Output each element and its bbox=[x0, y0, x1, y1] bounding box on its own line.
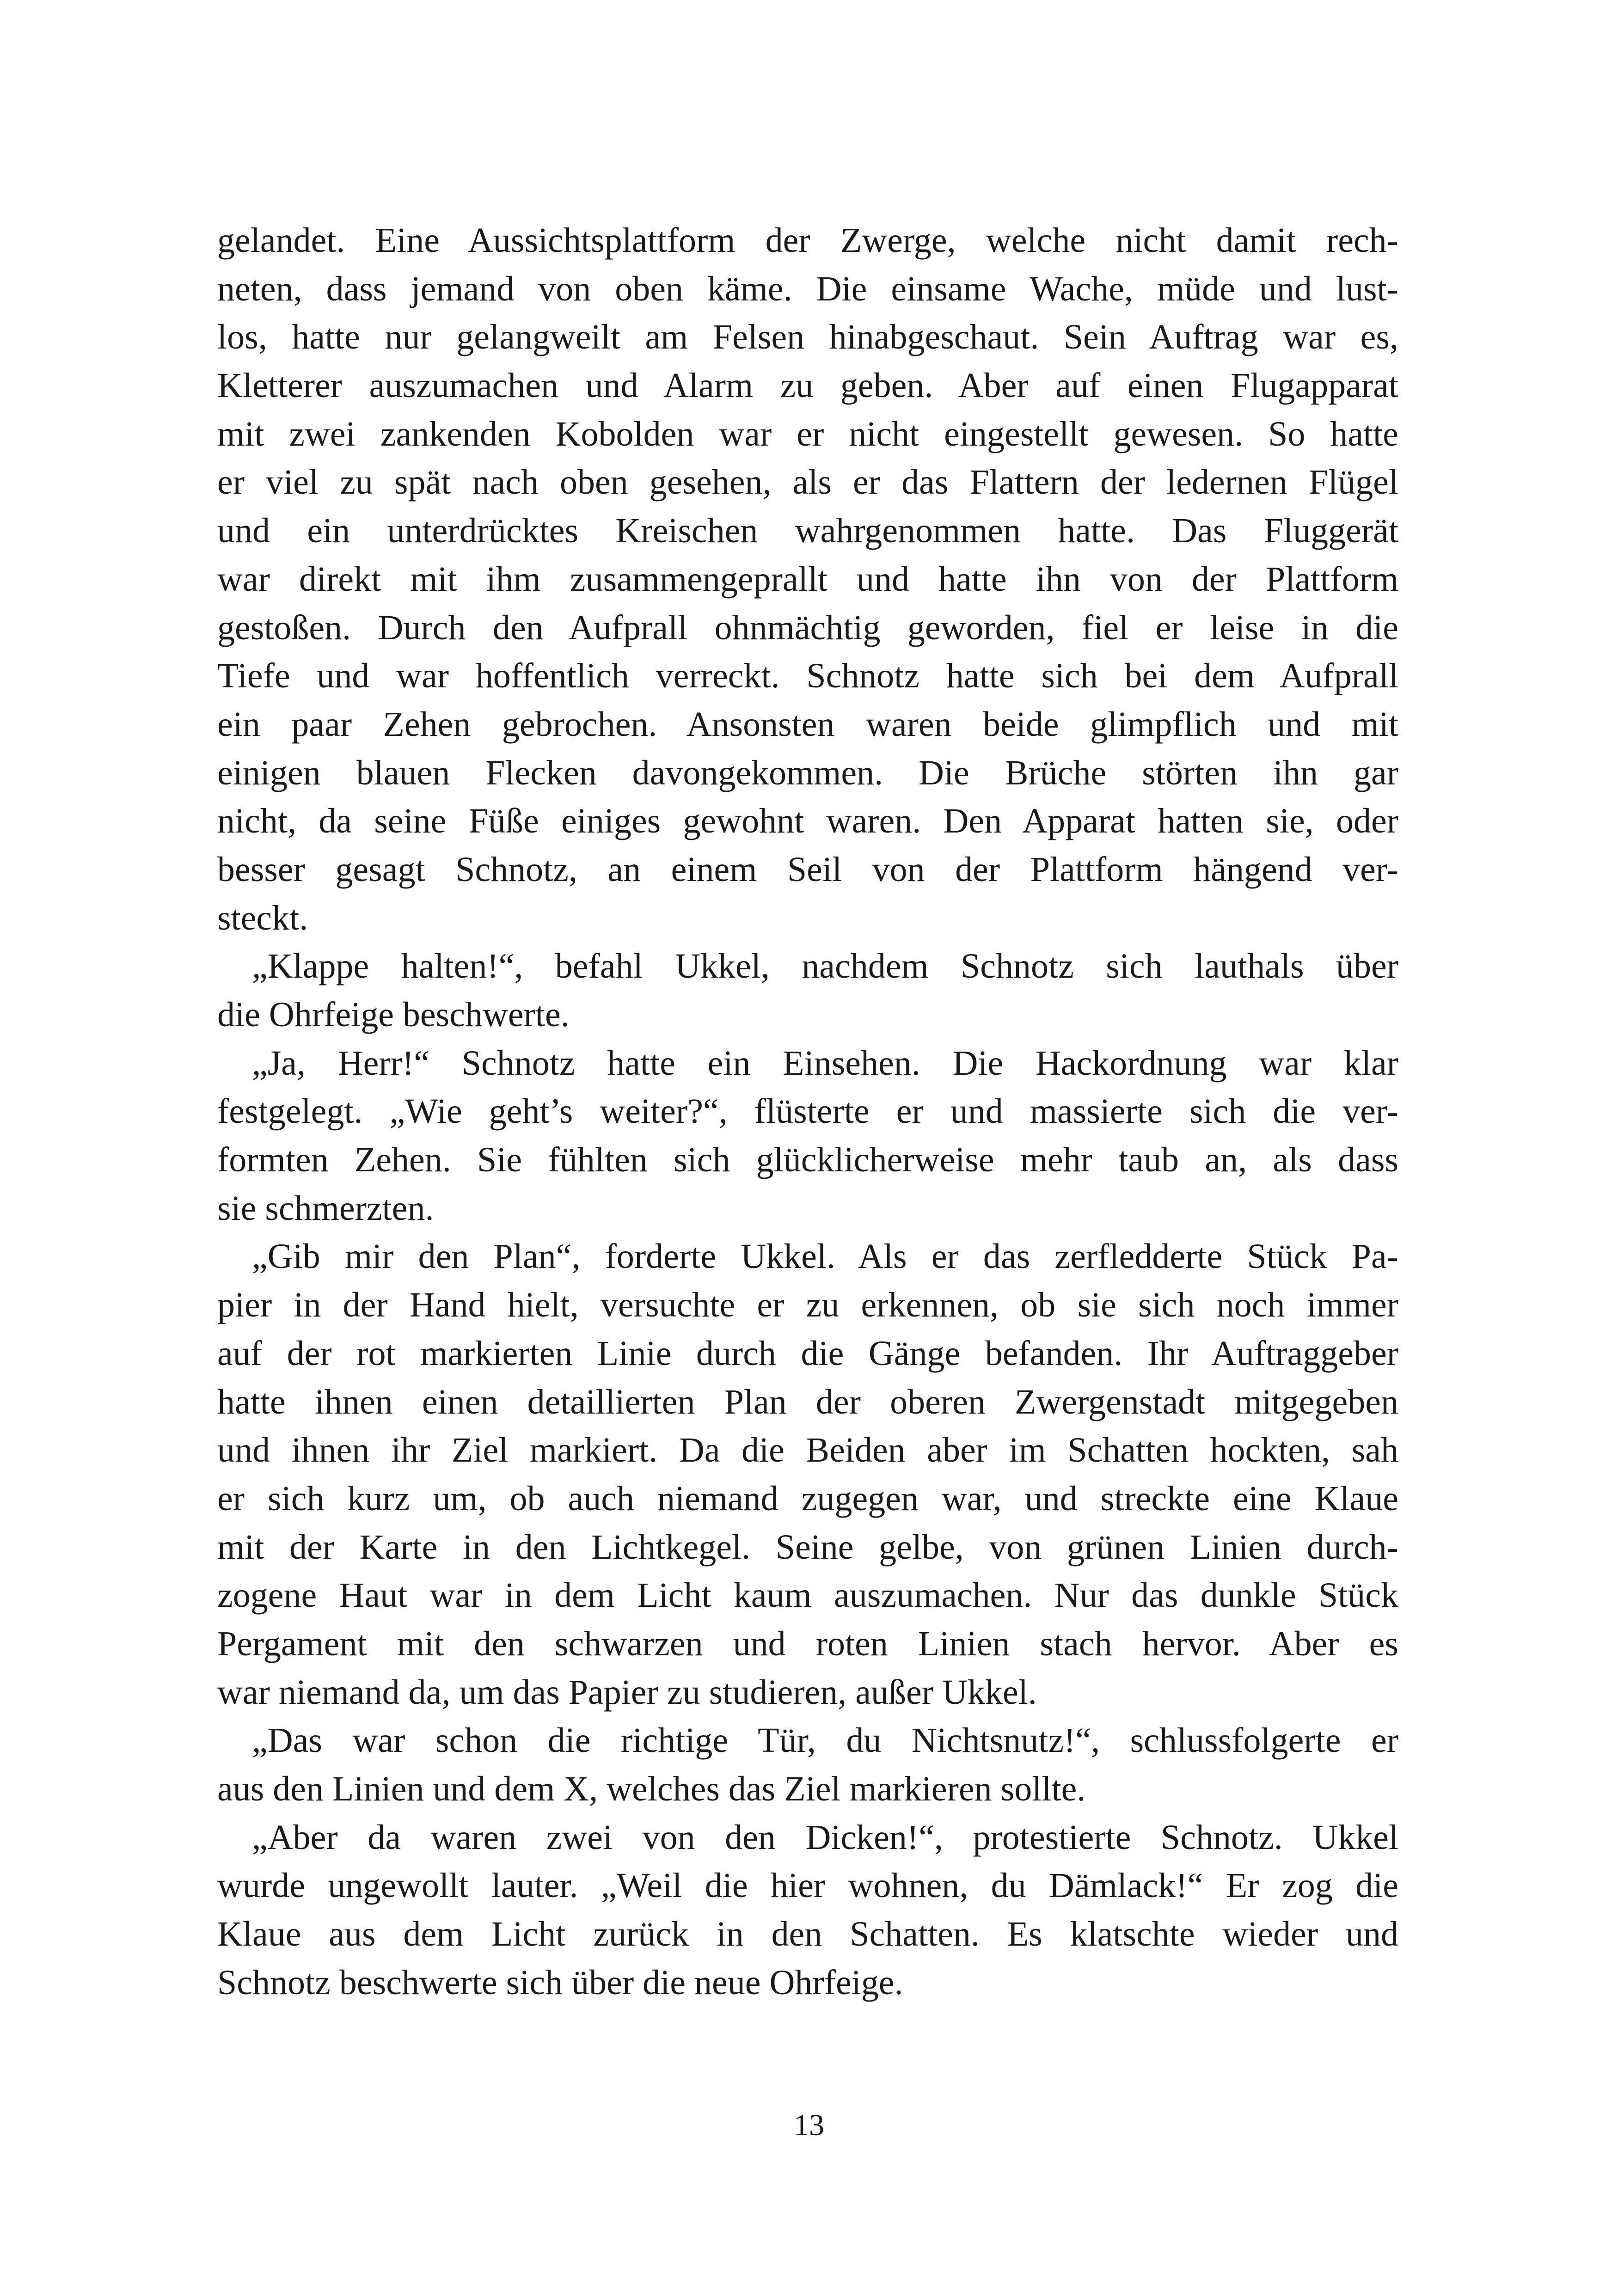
page-number: 13 bbox=[794, 2108, 824, 2142]
text-line: er viel zu spät nach oben gesehen, als er das Flattern der ledernen Flügel bbox=[217, 463, 1398, 502]
text-line: war direkt mit ihm zusammengeprallt und hatte ihn von der Plattform bbox=[217, 559, 1398, 599]
text-line: los, hatte nur gelangweilt am Felsen hinabgeschaut. Sein Auftrag war es, bbox=[217, 318, 1398, 357]
text-line: war niemand da, um das Papier zu studieren, außer Ukkel. bbox=[217, 1672, 1037, 1712]
text-line: steckt. bbox=[217, 898, 308, 937]
text-line: „Ja, Herr!“ Schnotz hatte ein Einsehen. Die Hackordnung war klar bbox=[252, 1043, 1398, 1083]
text-line: „Das war schon die richtige Tür, du Nichtsnutz!“, schlussfolgerte er bbox=[252, 1721, 1398, 1760]
text-line: besser gesagt Schnotz, an einem Seil von der Plattform hängend ver- bbox=[217, 850, 1398, 889]
text-line: formten Zehen. Sie fühlten sich glücklicherweise mehr taub an, als dass bbox=[217, 1140, 1398, 1180]
text-line: und ein unterdrücktes Kreischen wahrgenommen hatte. Das Fluggerät bbox=[217, 511, 1398, 551]
text-line: „Aber da waren zwei von den Dicken!“, protestierte Schnotz. Ukkel bbox=[252, 1818, 1398, 1857]
text-line: auf der rot markierten Linie durch die Gänge befanden. Ihr Auftraggeber bbox=[217, 1334, 1398, 1373]
text-line: ein paar Zehen gebrochen. Ansonsten waren beide glimpflich und mit bbox=[217, 704, 1398, 744]
text-line: gelandet. Eine Aussichtsplattform der Zwerge, welche nicht damit rech- bbox=[217, 221, 1398, 260]
text-line: mit der Karte in den Lichtkegel. Seine gelbe, von grünen Linien durch- bbox=[217, 1527, 1398, 1567]
text-line: wurde ungewollt lauter. „Weil die hier wohnen, du Dämlack!“ Er zog die bbox=[217, 1866, 1398, 1905]
text-line: aus den Linien und dem X, welches das Ziel markieren sollte. bbox=[217, 1769, 1086, 1808]
text-line: hatte ihnen einen detaillierten Plan der oberen Zwergenstadt mitgegeben bbox=[217, 1382, 1398, 1421]
text-line: er sich kurz um, ob auch niemand zugegen war, und streckte eine Klaue bbox=[217, 1479, 1398, 1518]
text-line: „Klappe halten!“, befahl Ukkel, nachdem Schnotz sich lauthals über bbox=[252, 947, 1398, 986]
text-line: mit zwei zankenden Kobolden war er nicht eingestellt gewesen. So hatte bbox=[217, 414, 1398, 453]
text-line: Tiefe und war hoffentlich verreckt. Schnotz hatte sich bei dem Aufprall bbox=[217, 656, 1398, 696]
text-line: festgelegt. „Wie geht’s weiter?“, flüsterte er und massierte sich die ver- bbox=[217, 1092, 1398, 1131]
text-line: neten, dass jemand von oben käme. Die einsame Wache, müde und lust- bbox=[217, 269, 1398, 308]
text-line: sie schmerzten. bbox=[217, 1188, 434, 1228]
text-line: zogene Haut war in dem Licht kaum auszumachen. Nur das dunkle Stück bbox=[217, 1576, 1398, 1615]
text-line: Klaue aus dem Licht zurück in den Schatten. Es klatschte wieder und bbox=[217, 1915, 1398, 1954]
text-line: Kletterer auszumachen und Alarm zu geben. Aber auf einen Flugapparat bbox=[217, 366, 1398, 405]
body-text bbox=[217, 216, 1398, 2007]
text-line: nicht, da seine Füße einiges gewohnt waren. Den Apparat hatten sie, oder bbox=[217, 802, 1398, 841]
text-line: einigen blauen Flecken davongekommen. Die Brüche störten ihn gar bbox=[217, 753, 1398, 792]
text-line: „Gib mir den Plan“, forderte Ukkel. Als er das zerfledderte Stück Pa- bbox=[252, 1237, 1398, 1276]
text-line: und ihnen ihr Ziel markiert. Da die Beiden aber im Schatten hockten, sah bbox=[217, 1431, 1398, 1470]
text-line: pier in der Hand hielt, versuchte er zu erkennen, ob sie sich noch immer bbox=[217, 1286, 1398, 1325]
text-line: Pergament mit den schwarzen und roten Linien stach hervor. Aber es bbox=[217, 1624, 1398, 1663]
text-line: gestoßen. Durch den Aufprall ohnmächtig geworden, fiel er leise in die bbox=[217, 608, 1398, 647]
text-line: die Ohrfeige beschwerte. bbox=[217, 995, 570, 1034]
text-line: Schnotz beschwerte sich über die neue Ohrfeige. bbox=[217, 1963, 903, 2002]
